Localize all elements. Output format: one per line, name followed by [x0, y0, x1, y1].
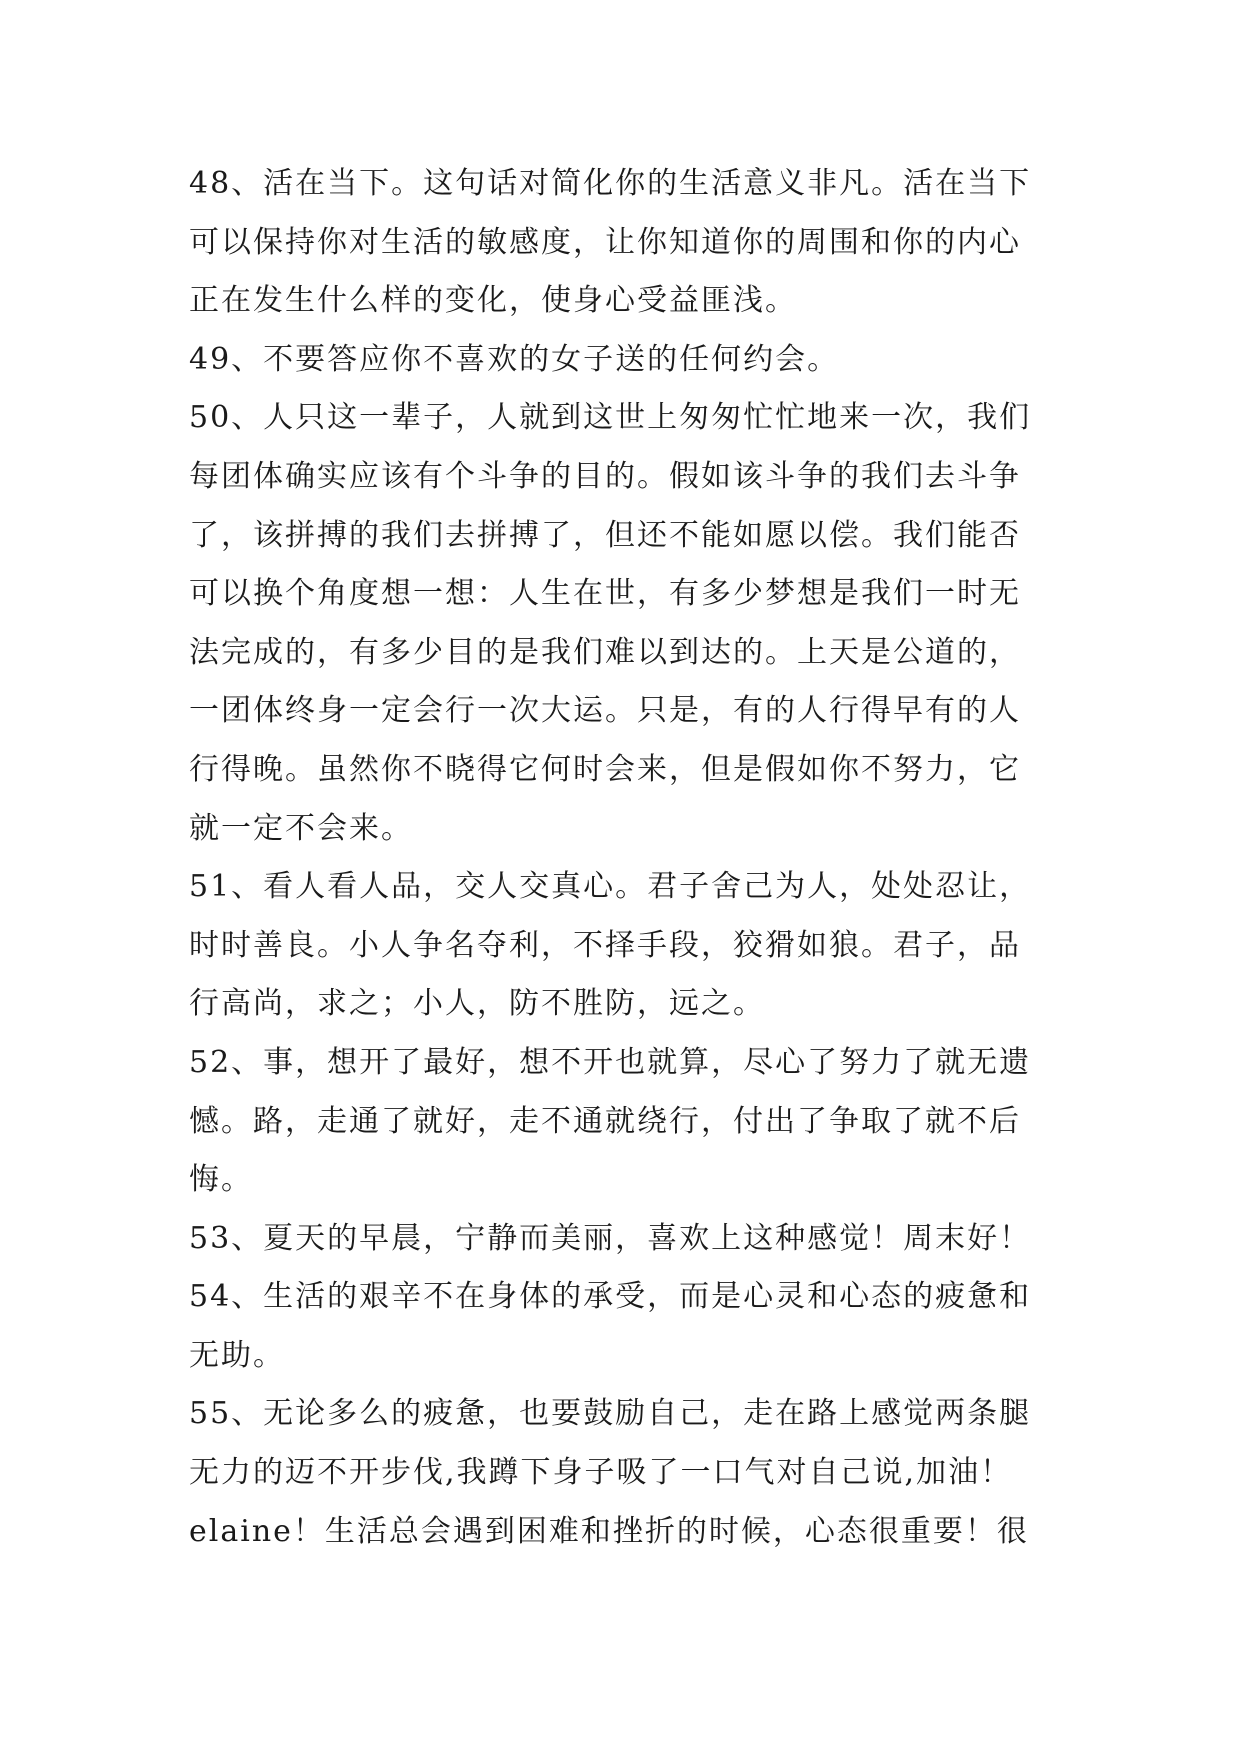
text-line: 憾。路，走通了就好，走不通就绕行，付出了争取了就不后	[189, 1103, 1021, 1139]
text-line: 55、无论多么的疲惫，也要鼓励自己，走在路上感觉两条腿	[189, 1396, 1032, 1432]
text-line: elaine！生活总会遇到困难和挫折的时候，心态很重要！很	[189, 1513, 1029, 1549]
paragraph-54	[189, 1268, 1059, 1385]
paragraph-51	[189, 858, 1059, 1034]
paragraph-48	[189, 155, 1059, 331]
paragraph-55	[189, 1385, 1059, 1561]
text-line: 可以保持你对生活的敏感度，让你知道你的周围和你的内心	[189, 224, 1021, 260]
text-line: 法完成的，有多少目的是我们难以到达的。上天是公道的，	[189, 634, 1021, 670]
paragraph-52	[189, 1034, 1059, 1210]
text-line: 48、活在当下。这句话对简化你的生活意义非凡。活在当下	[189, 166, 1032, 201]
text-line: 就一定不会来。	[189, 810, 413, 846]
paragraph-53	[189, 1210, 1059, 1269]
text-line: 50、人只这一辈子，人就到这世上匆匆忙忙地来一次，我们	[189, 400, 1032, 436]
document-body	[189, 155, 1059, 1561]
text-line: 每团体确实应该有个斗争的目的。假如该斗争的我们去斗争	[189, 458, 1021, 494]
paragraph-49	[189, 331, 1059, 390]
text-line: 时时善良。小人争名夺利，不择手段，狡猾如狼。君子，品	[189, 927, 1021, 963]
text-line: 了，该拼搏的我们去拼搏了，但还不能如愿以偿。我们能否	[189, 517, 1021, 553]
text-line: 51、看人看人品，交人交真心。君子舍己为人，处处忍让，	[189, 869, 1032, 905]
text-line: 52、事，想开了最好，想不开也就算，尽心了努力了就无遗	[189, 1044, 1032, 1080]
paragraph-50	[189, 389, 1059, 858]
text-line: 54、生活的艰辛不在身体的承受，而是心灵和心态的疲惫和	[189, 1279, 1032, 1315]
text-line: 正在发生什么样的变化，使身心受益匪浅。	[189, 283, 797, 319]
text-line: 53、夏天的早晨，宁静而美丽，喜欢上这种感觉！周末好！	[189, 1220, 1032, 1256]
text-line: 无助。	[189, 1337, 285, 1373]
text-line: 一团体终身一定会行一次大运。只是，有的人行得早有的人	[189, 693, 1021, 729]
text-line: 49、不要答应你不喜欢的女子送的任何约会。	[189, 341, 840, 377]
text-line: 悔。	[189, 1162, 253, 1198]
text-line: 行高尚，求之；小人，防不胜防，远之。	[189, 986, 765, 1022]
text-line: 可以换个角度想一想：人生在世，有多少梦想是我们一时无	[189, 576, 1021, 612]
text-line: 无力的迈不开步伐,我蹲下身子吸了一口气对自己说,加油！	[189, 1455, 1013, 1491]
text-line: 行得晚。虽然你不晓得它何时会来，但是假如你不努力，它	[189, 751, 1021, 787]
